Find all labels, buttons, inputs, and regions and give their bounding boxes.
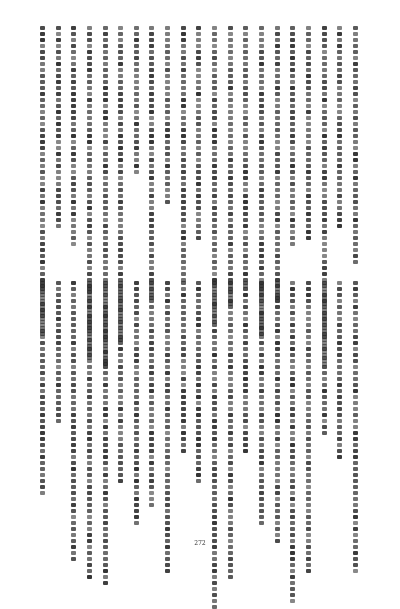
text-column <box>149 26 154 300</box>
text-column <box>165 26 170 204</box>
text-column <box>243 26 248 288</box>
upper-tier <box>40 26 358 261</box>
text-column <box>353 281 358 573</box>
text-column <box>165 281 170 573</box>
text-column <box>71 281 76 561</box>
text-column <box>275 281 280 543</box>
text-column <box>228 281 233 579</box>
text-column <box>56 26 61 228</box>
text-column <box>181 281 186 453</box>
text-column <box>353 26 358 264</box>
text-column <box>290 281 295 603</box>
text-column <box>212 281 217 609</box>
text-column <box>71 26 76 246</box>
text-column <box>196 26 201 240</box>
text-column <box>275 26 280 300</box>
text-column <box>322 281 327 435</box>
text-column <box>196 281 201 483</box>
text-column <box>306 281 311 573</box>
text-column <box>228 26 233 306</box>
text-column <box>212 26 217 324</box>
lower-tier <box>40 281 358 516</box>
text-column <box>290 26 295 246</box>
text-column <box>118 281 123 483</box>
body-text <box>40 26 358 516</box>
text-column <box>149 281 154 507</box>
text-column <box>134 26 139 174</box>
text-column <box>243 281 248 453</box>
text-column <box>181 26 186 282</box>
text-column <box>87 281 92 579</box>
text-column <box>306 26 311 240</box>
text-column <box>134 281 139 525</box>
text-column <box>56 281 61 423</box>
text-column <box>40 281 45 495</box>
text-column <box>259 281 264 525</box>
text-column <box>337 26 342 228</box>
page-number: 272 <box>194 540 206 547</box>
text-column <box>337 281 342 459</box>
